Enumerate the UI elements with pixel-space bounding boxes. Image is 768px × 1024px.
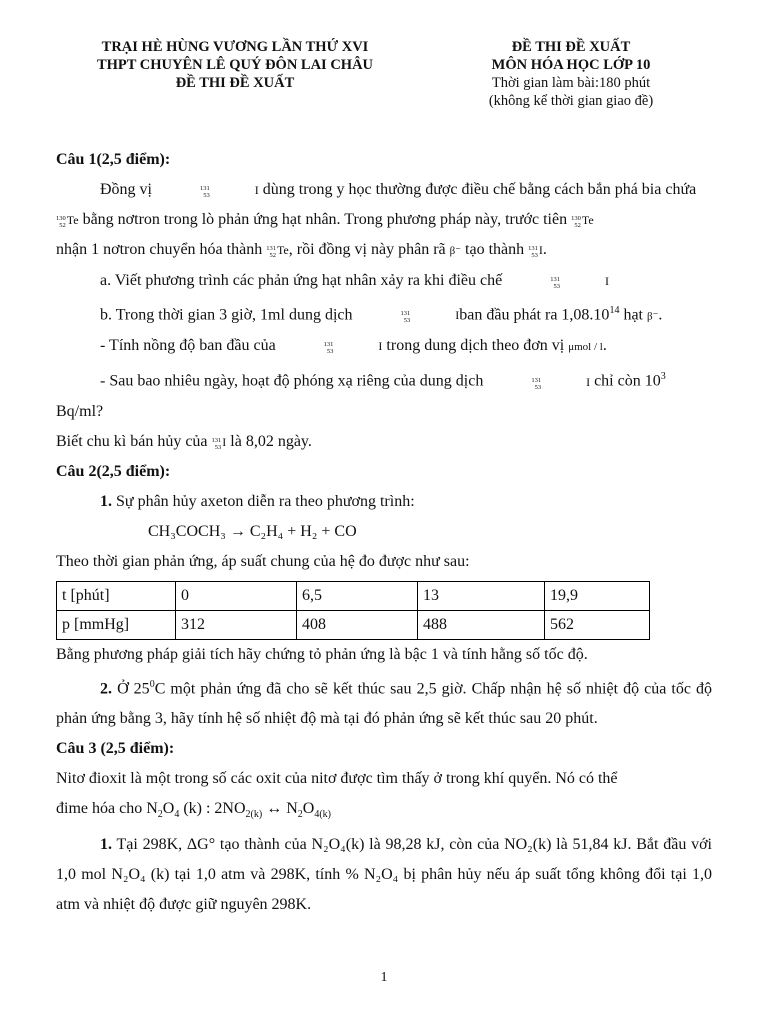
mass-number: 131	[531, 376, 542, 384]
header-right	[436, 38, 706, 110]
question-1-part-a	[56, 266, 712, 296]
header-title: ĐỀ THI ĐỀ XUẤT	[511, 39, 631, 55]
header-exam-type: ĐỀ THI ĐỀ XUẤT	[175, 75, 295, 91]
nuclide-i131	[212, 427, 227, 457]
table-cell: t [phút]	[57, 581, 176, 610]
question-1-heading: Câu 1(2,5 điểm):	[56, 151, 171, 168]
text: trong dung dịch theo đơn vị	[386, 337, 565, 355]
element-symbol: Te	[581, 213, 594, 227]
beta-symbol: β⁻	[646, 310, 659, 323]
text: O	[302, 799, 315, 817]
exponent: 3	[660, 371, 666, 383]
atomic-number: 53	[553, 283, 560, 290]
text: nhận 1 nơtron chuyển hóa thành	[56, 241, 263, 258]
exponent: 0	[149, 678, 155, 690]
question-2-task: Bằng phương pháp giải tích hãy chứng tỏ phản ứng là bậc 1 và tính hằng số tốc độ.	[56, 645, 588, 663]
table-cell: 312	[176, 610, 297, 639]
question-1-intro-cont2	[56, 235, 712, 266]
table-cell: 488	[418, 610, 545, 639]
question-3-heading: Câu 3 (2,5 điểm):	[56, 739, 175, 757]
element-symbol: I	[538, 243, 543, 257]
text: đime hóa cho N	[56, 799, 158, 817]
table-row	[57, 610, 650, 639]
question-1-part-b	[56, 296, 712, 331]
text: .	[542, 241, 547, 258]
item-number: 1.	[100, 836, 112, 854]
element-symbol: I	[604, 274, 609, 288]
nuclide-te130	[571, 205, 594, 235]
header-camp: TRẠI HÈ HÙNG VƯƠNG LẦN THỨ XVI	[101, 39, 369, 55]
mass-number: 131	[266, 245, 276, 252]
text: Tại 298K, ΔG° tạo thành của N₂O₄(k) là 98,28 kJ, còn của NO₂(k) là 51,84 kJ. Bắt đầu với 1,0 mol N₂O₄ (k) tại 1,0 atm và 298K, tính % N₂O₄ bị phân hủy nếu áp suất tổng không đổi tại 1,0 atm và nhiệt độ được giữ nguyên 298K.	[56, 836, 712, 914]
question-3-intro: Nitơ đioxit là một trong số các oxit của nitơ được tìm thấy ở trong khí quyển. Nó có thể	[56, 769, 618, 787]
text: hạt	[623, 306, 643, 324]
text: chỉ còn 10	[594, 372, 661, 390]
exponent: 14	[609, 305, 620, 316]
text: Bq/ml?	[56, 402, 104, 420]
atomic-number: 53	[534, 383, 542, 391]
item-number: 2.	[100, 679, 112, 697]
text: b. Trong thời gian 3 giờ, 1ml dung dịch	[100, 306, 353, 324]
table-cell: 562	[545, 610, 650, 639]
text: Ở 25	[117, 679, 150, 697]
pressure-table	[56, 581, 650, 640]
question-2-table-intro: Theo thời gian phản ứng, áp suất chung của hệ đo được như sau:	[56, 552, 470, 570]
text: (k) : 2NO	[179, 799, 246, 817]
question-1-part-b-days	[56, 362, 712, 426]
atomic-number: 53	[531, 252, 538, 259]
nuclide-i131	[357, 300, 460, 330]
nuclide-te131	[266, 235, 289, 265]
table-cell: 408	[297, 610, 418, 639]
header-time: Thời gian làm bài:180 phút	[491, 75, 651, 91]
mass-number: 131	[211, 436, 222, 444]
atomic-number: 52	[269, 252, 276, 259]
table-cell: 0	[176, 581, 297, 610]
question-2-heading: Câu 2(2,5 điểm):	[56, 462, 171, 480]
item-number: 1.	[100, 492, 112, 510]
text: ↔ N	[262, 799, 298, 817]
table-cell: 6,5	[297, 581, 418, 610]
element-symbol: Te	[66, 213, 79, 227]
atomic-number: 53	[214, 443, 222, 451]
text: là 8,02 ngày.	[230, 432, 312, 450]
question-3-equation: đime hóa cho $N_2O_4$ (k) : $2NO_{2(k)}$ ↔ $N_2O_{4(k)}$	[56, 799, 331, 821]
question-2-part-1	[56, 487, 712, 517]
text: bằng nơtron trong lò phản ứng hạt nhân. Trong phương pháp này, trước tiên	[82, 211, 568, 228]
reaction-equation: CH₃COCH₃ → C₂H₄ + H₂ + CO	[148, 522, 357, 540]
mass-number: 131	[200, 185, 210, 192]
text: ban đầu phát ra 1,08.10	[459, 306, 610, 324]
text: a. Viết phương trình các phản ứng hạt nhân xảy ra khi điều chế	[100, 272, 503, 289]
atomic-number: 52	[59, 222, 66, 229]
mass-number: 130	[571, 215, 581, 222]
element-symbol: I	[378, 339, 383, 354]
table-cell: 13	[418, 581, 545, 610]
element-symbol: I	[586, 374, 591, 389]
text: , rồi đồng vị này phân rã	[288, 241, 446, 258]
mass-number: 130	[56, 215, 66, 222]
element-symbol: I	[455, 308, 460, 323]
exam-content	[56, 145, 712, 920]
nuclide-i131	[156, 175, 259, 205]
text: C một phản ứng đã cho sẽ kết thúc sau 2,5 giờ. Chấp nhận hệ số nhiệt độ của tốc độ phản ứng bằng 3, hãy tính hệ số nhiệt độ mà tại đó phản ứng sẽ kết thúc sau 20 phút.	[56, 679, 713, 727]
mass-number: 131	[550, 276, 560, 283]
subscript: 4(k)	[314, 809, 331, 821]
question-3-part-1	[56, 830, 712, 920]
table-row	[57, 581, 650, 610]
beta-symbol: β⁻	[449, 245, 462, 257]
text: - Tính nồng độ ban đầu của	[100, 337, 276, 355]
atomic-number: 53	[403, 317, 411, 325]
atomic-number: 52	[574, 222, 581, 229]
atomic-number: 53	[203, 192, 210, 199]
text: - Sau bao nhiêu ngày, hoạt độ phóng xạ riêng của dung dịch	[100, 372, 484, 390]
question-1-intro	[56, 175, 712, 205]
header-subject: MÔN HÓA HỌC LỚP 10	[491, 57, 651, 73]
subscript: 2(k)	[245, 809, 263, 821]
text: .	[658, 306, 663, 324]
text: O	[162, 799, 175, 817]
table-cell: p [mmHg]	[57, 610, 176, 639]
nuclide-te130	[56, 205, 79, 235]
page-number: 1	[380, 970, 388, 985]
question-2-part-2	[56, 670, 712, 734]
question-1-part-b-concentration	[56, 331, 712, 362]
header-school: THPT CHUYÊN LÊ QUÝ ĐÔN LAI CHÂU	[96, 57, 374, 73]
mass-number: 131	[400, 310, 411, 318]
nuclide-i131	[528, 235, 543, 265]
nuclide-i131	[487, 367, 590, 397]
element-symbol: I	[254, 183, 259, 197]
atomic-number: 53	[326, 348, 334, 356]
text: Biết chu kì bán hủy của	[56, 432, 208, 450]
question-1-half-life	[56, 427, 712, 457]
question-1-intro-cont	[56, 205, 712, 235]
element-symbol: Te	[276, 243, 289, 257]
text: .	[602, 337, 607, 355]
header-note: (không kể thời gian giao đề)	[488, 93, 654, 109]
text: tạo thành	[465, 241, 525, 258]
element-symbol: I	[222, 434, 227, 449]
mass-number: 131	[323, 341, 334, 349]
header-left	[60, 38, 410, 92]
text: Đồng vị	[100, 181, 152, 198]
unit: μmol / l	[568, 341, 603, 354]
table-cell: 19,9	[545, 581, 650, 610]
nuclide-i131	[506, 266, 609, 296]
mass-number: 131	[528, 245, 538, 252]
text: Sự phân hủy axeton diễn ra theo phương trình:	[116, 492, 415, 510]
nuclide-i131	[280, 331, 383, 361]
text: dùng trong y học thường được điều chế bằng cách bắn phá bia chứa	[262, 181, 697, 198]
